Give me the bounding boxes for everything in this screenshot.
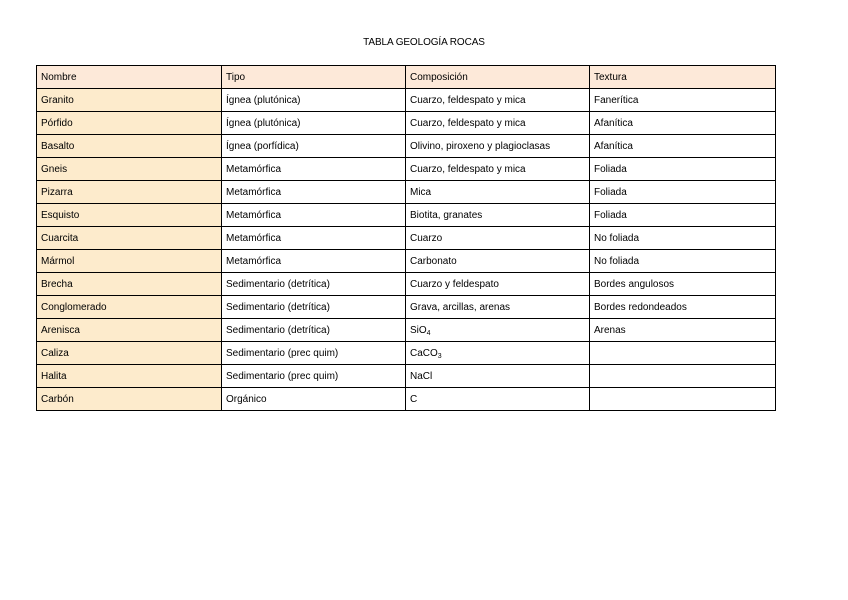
cell-composicion: C [406,388,590,411]
cell-composicion: NaCl [406,365,590,388]
cell-nombre: Conglomerado [37,296,222,319]
cell-composicion: Olivino, piroxeno y plagioclasas [406,135,590,158]
table-row [37,89,776,112]
cell-textura: Foliada [590,181,776,204]
table-row [37,388,776,411]
column-header-tipo: Tipo [222,66,406,89]
cell-tipo: Orgánico [222,388,406,411]
column-header-composicion: Composición [406,66,590,89]
cell-textura: Bordes redondeados [590,296,776,319]
table-row [37,250,776,273]
cell-textura: Arenas [590,319,776,342]
cell-tipo: Metamórfica [222,181,406,204]
cell-composicion: Cuarzo, feldespato y mica [406,112,590,135]
cell-tipo: Metamórfica [222,227,406,250]
cell-nombre: Basalto [37,135,222,158]
cell-nombre: Mármol [37,250,222,273]
cell-composicion: Grava, arcillas, arenas [406,296,590,319]
cell-nombre: Pórfido [37,112,222,135]
cell-tipo: Sedimentario (detrítica) [222,296,406,319]
table-row [37,181,776,204]
cell-textura: Bordes angulosos [590,273,776,296]
cell-composicion: Biotita, granates [406,204,590,227]
cell-tipo: Metamórfica [222,158,406,181]
cell-textura [590,342,776,365]
header-row [37,66,776,89]
cell-composicion: Mica [406,181,590,204]
table-row [37,158,776,181]
cell-tipo: Ígnea (porfídica) [222,135,406,158]
cell-composicion: Cuarzo, feldespato y mica [406,158,590,181]
cell-nombre: Halita [37,365,222,388]
cell-textura: Fanerítica [590,89,776,112]
cell-textura [590,388,776,411]
cell-nombre: Granito [37,89,222,112]
page-title: TABLA GEOLOGÍA ROCAS [363,37,485,48]
table-row [37,135,776,158]
cell-nombre: Brecha [37,273,222,296]
table-row [37,342,776,365]
cell-textura: Afanítica [590,112,776,135]
formula-subscript: 4 [426,329,431,337]
cell-textura: No foliada [590,250,776,273]
formula-subscript: 3 [437,352,442,360]
table-body [37,89,776,411]
cell-tipo: Metamórfica [222,250,406,273]
cell-tipo: Ígnea (plutónica) [222,89,406,112]
cell-nombre: Cuarcita [37,227,222,250]
cell-composicion [406,342,590,365]
cell-nombre: Arenisca [37,319,222,342]
cell-textura: No foliada [590,227,776,250]
cell-composicion: Cuarzo y feldespato [406,273,590,296]
cell-composicion: Cuarzo, feldespato y mica [406,89,590,112]
table-row [37,319,776,342]
cell-textura: Foliada [590,158,776,181]
table-row [37,296,776,319]
table-header [37,66,776,89]
table-row [37,365,776,388]
cell-textura: Afanítica [590,135,776,158]
rock-table [36,65,776,411]
table-row [37,273,776,296]
cell-nombre: Pizarra [37,181,222,204]
table-row [37,112,776,135]
cell-nombre: Carbón [37,388,222,411]
cell-tipo: Sedimentario (prec quim) [222,365,406,388]
table-row [37,204,776,227]
cell-nombre: Esquisto [37,204,222,227]
cell-tipo: Ígnea (plutónica) [222,112,406,135]
cell-textura: Foliada [590,204,776,227]
cell-composicion [406,319,590,342]
cell-nombre: Gneis [37,158,222,181]
column-header-nombre: Nombre [37,66,222,89]
cell-tipo: Sedimentario (detrítica) [222,273,406,296]
formula-base: SiO [410,324,427,336]
cell-composicion: Cuarzo [406,227,590,250]
cell-tipo: Sedimentario (prec quim) [222,342,406,365]
column-header-textura: Textura [590,66,776,89]
formula-base: CaCO [410,347,438,359]
cell-tipo: Sedimentario (detrítica) [222,319,406,342]
cell-textura [590,365,776,388]
cell-composicion: Carbonato [406,250,590,273]
cell-nombre: Caliza [37,342,222,365]
table-row [37,227,776,250]
cell-tipo: Metamórfica [222,204,406,227]
